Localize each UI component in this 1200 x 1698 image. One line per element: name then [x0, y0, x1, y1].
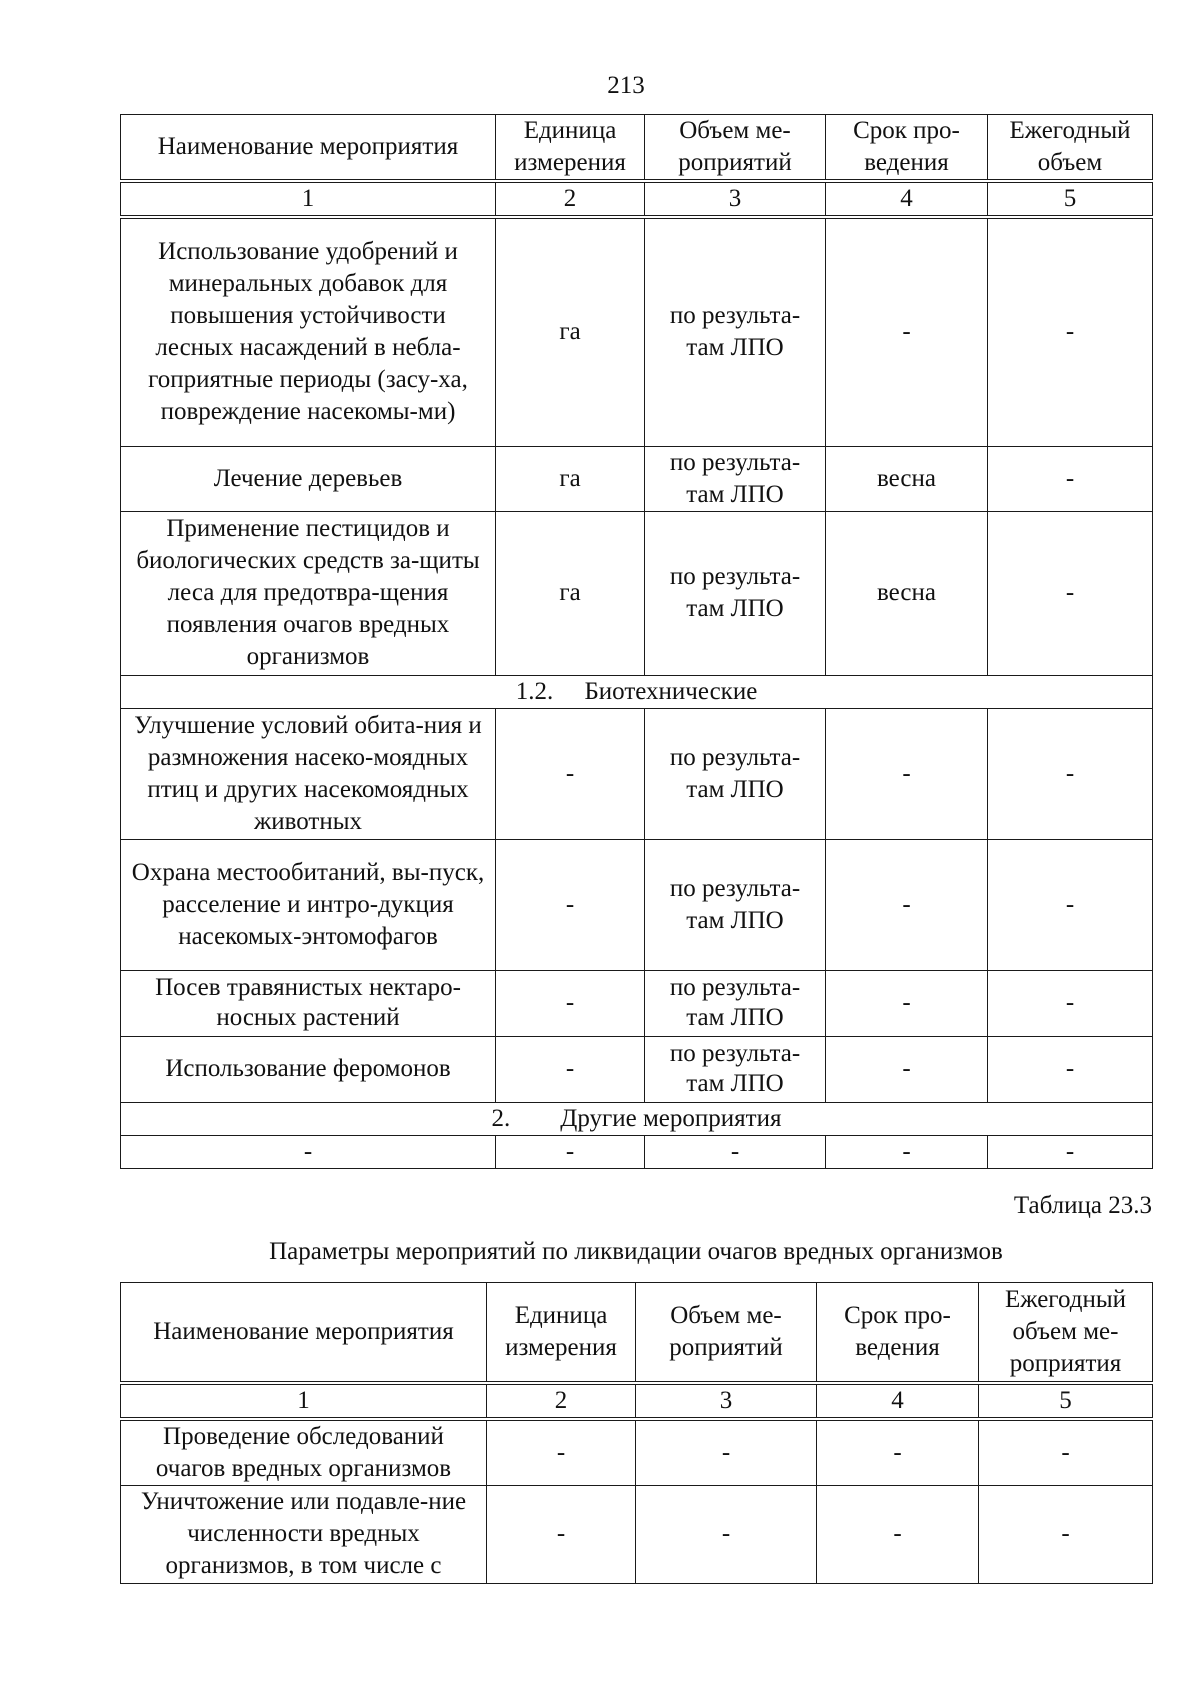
annual-volume-cell: -: [979, 1485, 1153, 1583]
column-number: 2: [496, 181, 645, 217]
section-heading-other: 2. Другие мероприятия: [121, 1102, 1153, 1135]
term-cell: -: [817, 1485, 979, 1583]
header-cell: Ежегодный объем ме-роприятия: [979, 1283, 1153, 1383]
table-header-row: [121, 1283, 1153, 1383]
measures-table-continued: [120, 114, 1153, 1169]
measure-name-cell: Проведение обследований очагов вредных организмов: [121, 1419, 487, 1486]
annual-volume-cell: -: [988, 1036, 1153, 1102]
table-caption: Параметры мероприятий по ликвидации очагов вредных организмов: [269, 1238, 1003, 1265]
column-number-row: [121, 1383, 1153, 1419]
term-cell: -: [826, 970, 988, 1036]
page-number: 213: [607, 72, 645, 99]
volume-cell: по результа-там ЛПО: [645, 708, 826, 839]
header-cell: Наименование мероприятия: [121, 1283, 487, 1383]
column-number: 5: [988, 181, 1153, 217]
measure-name-cell: Лечение деревьев: [121, 446, 496, 511]
unit-cell: -: [487, 1419, 636, 1486]
header-cell: Срок про-ведения: [817, 1283, 979, 1383]
measure-name-cell: Использование феромонов: [121, 1036, 496, 1102]
term-cell: -: [826, 839, 988, 970]
measure-name-cell: Уничтожение или подавле-ние численности вредных организмов, в том числе с: [121, 1485, 487, 1583]
table-row: [121, 708, 1153, 839]
section-row: [121, 675, 1153, 708]
column-number: 3: [636, 1383, 817, 1419]
unit-cell: га: [496, 446, 645, 511]
table-row: [121, 1135, 1153, 1168]
annual-volume-cell: -: [988, 511, 1153, 675]
outbreak-elimination-table: [120, 1282, 1153, 1584]
header-cell: Единица измерения: [487, 1283, 636, 1383]
column-number: 1: [121, 181, 496, 217]
header-cell: Ежегодный объем: [988, 115, 1153, 182]
header-cell: Наименование мероприятия: [121, 115, 496, 182]
annual-volume-cell: -: [988, 1135, 1153, 1168]
table-row: [121, 446, 1153, 511]
annual-volume-cell: -: [988, 446, 1153, 511]
volume-cell: по результа-там ЛПО: [645, 970, 826, 1036]
unit-cell: -: [487, 1485, 636, 1583]
annual-volume-cell: -: [988, 217, 1153, 446]
table-row: [121, 1036, 1153, 1102]
header-cell: Срок про-ведения: [826, 115, 988, 182]
table-row: [121, 217, 1153, 446]
column-number: 3: [645, 181, 826, 217]
unit-cell: га: [496, 511, 645, 675]
table-row: [121, 839, 1153, 970]
volume-cell: по результа-там ЛПО: [645, 511, 826, 675]
annual-volume-cell: -: [979, 1419, 1153, 1486]
term-cell: -: [826, 1036, 988, 1102]
annual-volume-cell: -: [988, 708, 1153, 839]
unit-cell: -: [496, 839, 645, 970]
table-row: [121, 970, 1153, 1036]
unit-cell: -: [496, 708, 645, 839]
column-number: 4: [817, 1383, 979, 1419]
annual-volume-cell: -: [988, 970, 1153, 1036]
column-number-row: [121, 181, 1153, 217]
unit-cell: -: [496, 1036, 645, 1102]
table-label: Таблица 23.3: [1013, 1192, 1152, 1219]
measure-name-cell: Использование удобрений и минеральных добавок для повышения устойчивости лесных насаждений в небла-гоприятные периоды (засу-ха, повреждение насекомы-ми): [121, 217, 496, 446]
table-row: [121, 511, 1153, 675]
measure-name-cell: Посев травянистых нектаро-носных растений: [121, 970, 496, 1036]
table-header-row: [121, 115, 1153, 182]
annual-volume-cell: -: [988, 839, 1153, 970]
section-row: [121, 1102, 1153, 1135]
measure-name-cell: Охрана местообитаний, вы-пуск, расселение и интро-дукция насекомых-энтомофагов: [121, 839, 496, 970]
column-number: 2: [487, 1383, 636, 1419]
term-cell: -: [826, 1135, 988, 1168]
column-number: 1: [121, 1383, 487, 1419]
header-cell: Объем ме-роприятий: [636, 1283, 817, 1383]
volume-cell: по результа-там ЛПО: [645, 217, 826, 446]
term-cell: весна: [826, 511, 988, 675]
measure-name-cell: -: [121, 1135, 496, 1168]
volume-cell: -: [636, 1419, 817, 1486]
table-row: [121, 1419, 1153, 1486]
table-row: [121, 1485, 1153, 1583]
column-number: 4: [826, 181, 988, 217]
term-cell: весна: [826, 446, 988, 511]
volume-cell: -: [645, 1135, 826, 1168]
header-cell: Единица измерения: [496, 115, 645, 182]
unit-cell: -: [496, 1135, 645, 1168]
term-cell: -: [826, 708, 988, 839]
measure-name-cell: Применение пестицидов и биологических средств за-щиты леса для предотвра-щения появления очагов вредных организмов: [121, 511, 496, 675]
term-cell: -: [826, 217, 988, 446]
volume-cell: -: [636, 1485, 817, 1583]
column-number: 5: [979, 1383, 1153, 1419]
unit-cell: га: [496, 217, 645, 446]
unit-cell: -: [496, 970, 645, 1036]
section-heading-biotechnical: 1.2. Биотехнические: [121, 675, 1153, 708]
header-cell: Объем ме-роприятий: [645, 115, 826, 182]
volume-cell: по результа-там ЛПО: [645, 839, 826, 970]
term-cell: -: [817, 1419, 979, 1486]
volume-cell: по результа-там ЛПО: [645, 1036, 826, 1102]
measure-name-cell: Улучшение условий обита-ния и размножения насеко-моядных птиц и других насекомоядных животных: [121, 708, 496, 839]
volume-cell: по результа-там ЛПО: [645, 446, 826, 511]
